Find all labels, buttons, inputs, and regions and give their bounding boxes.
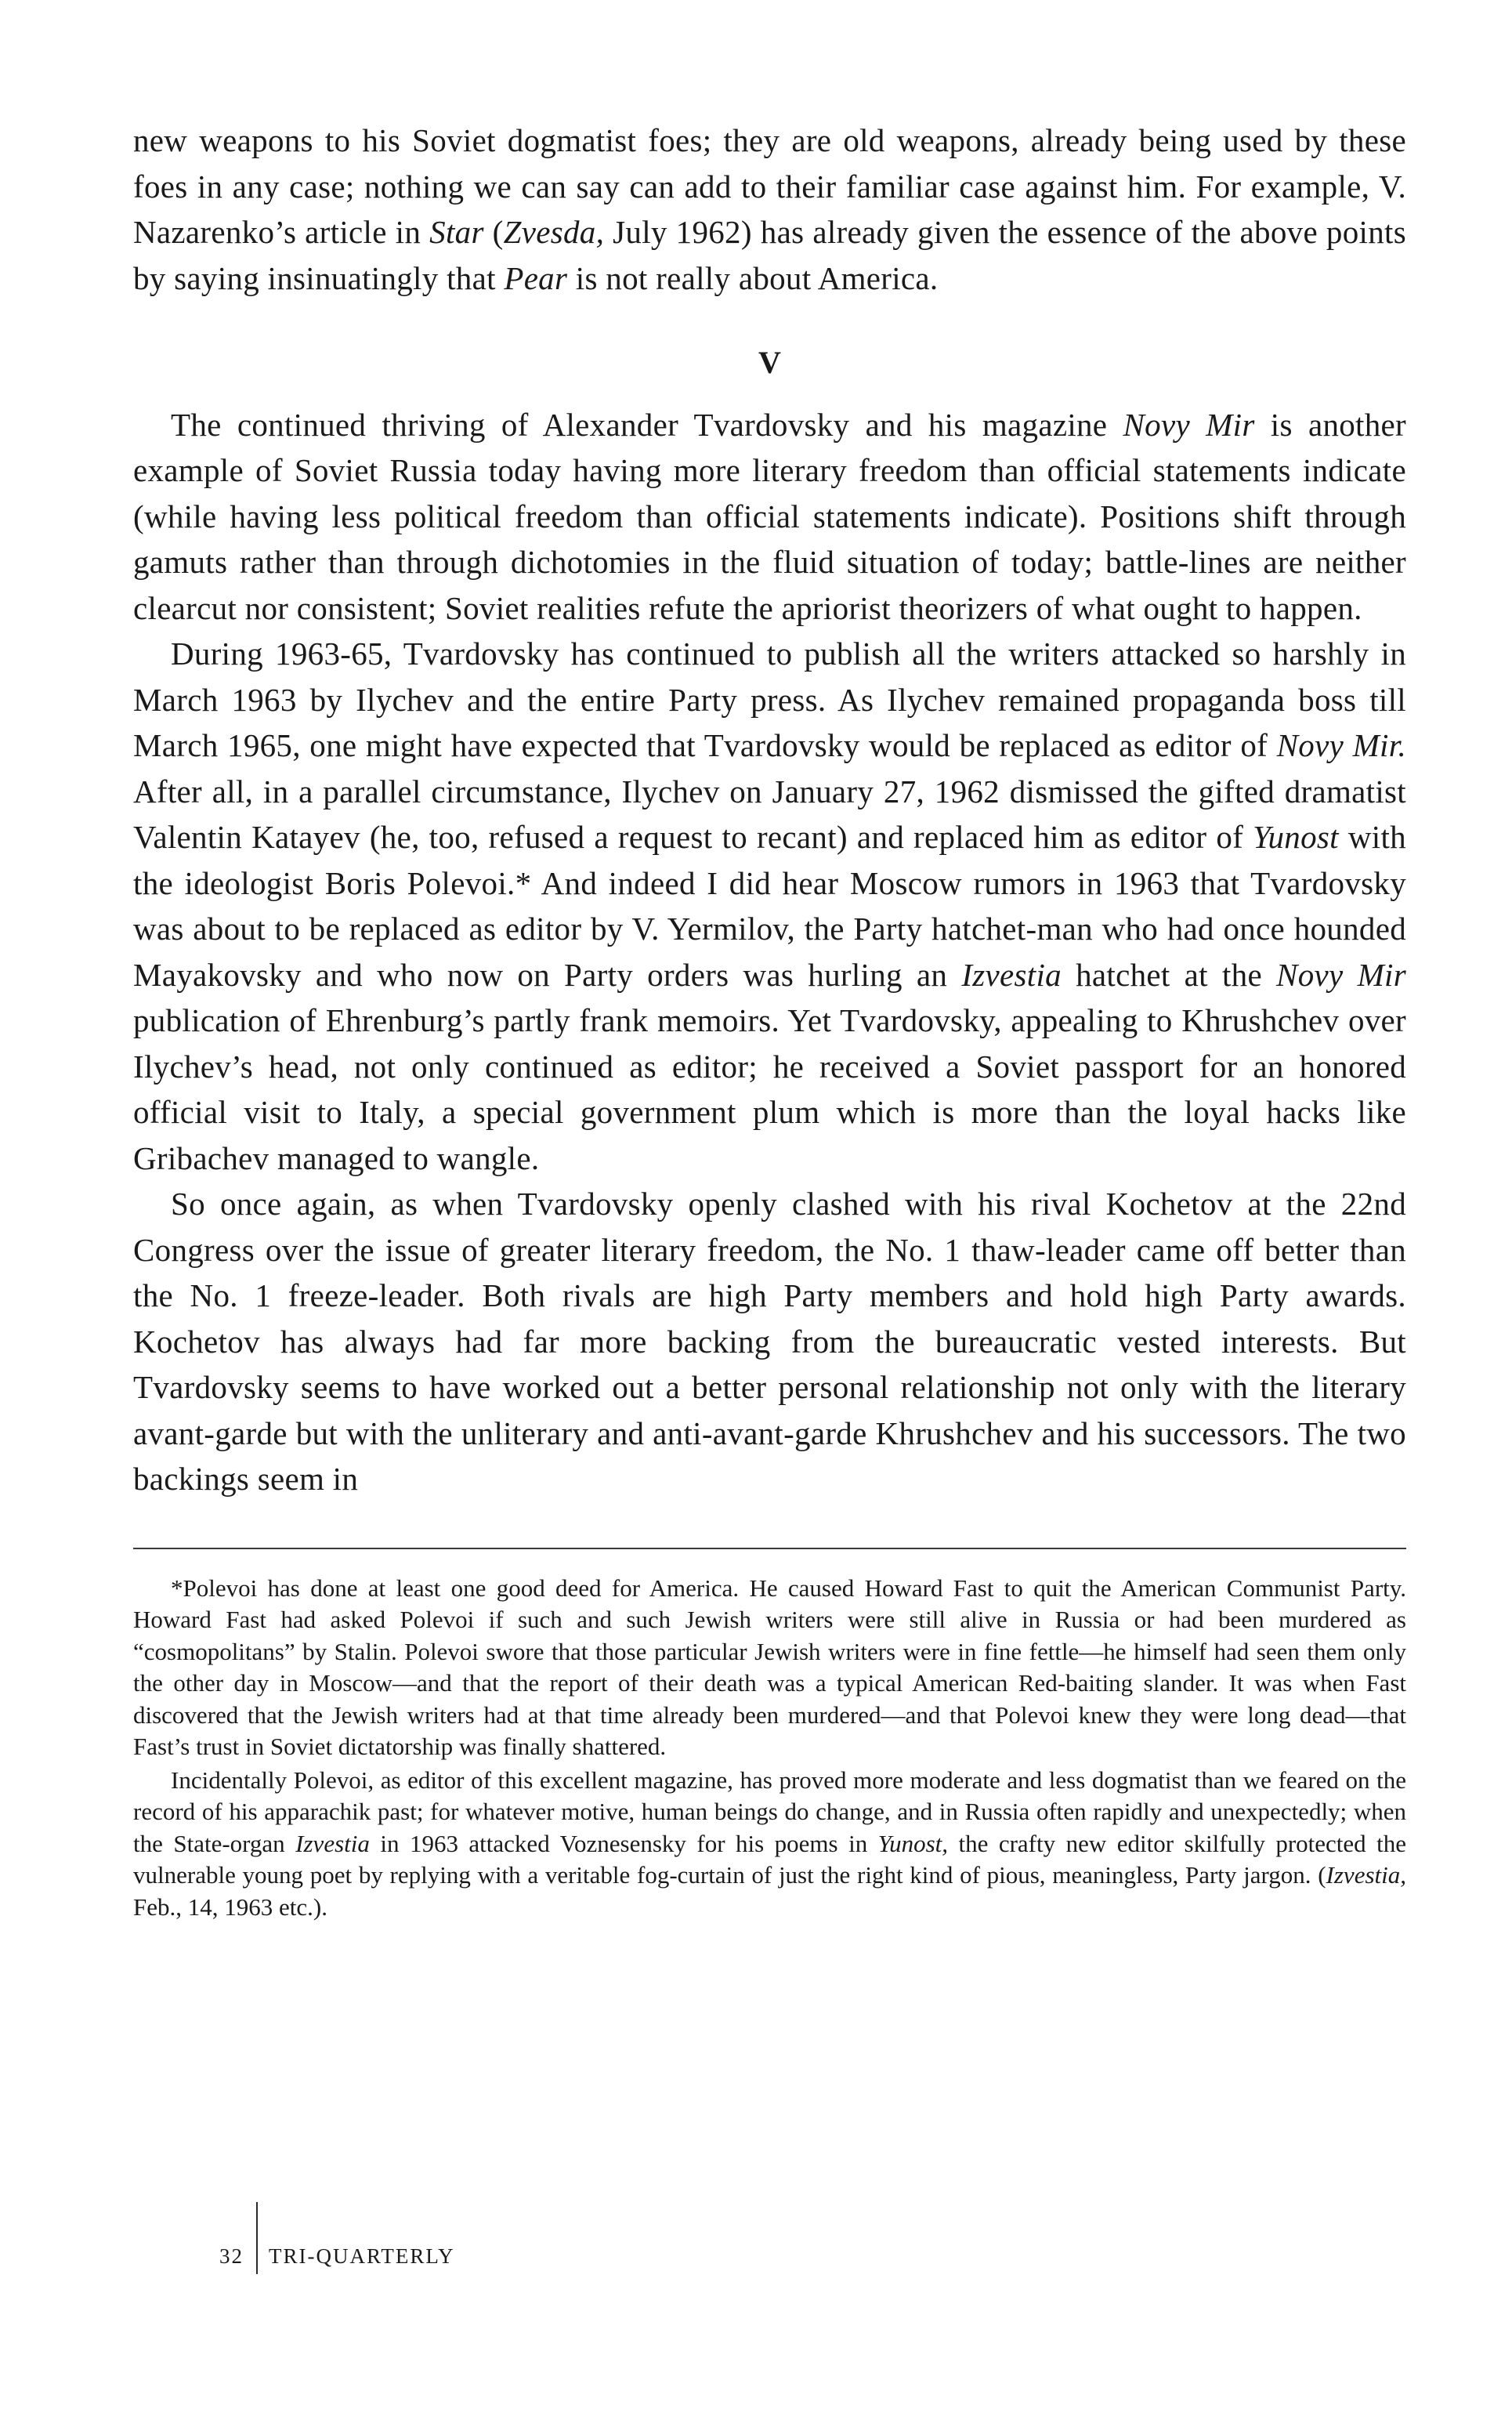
page-number: 32 <box>219 2244 244 2268</box>
footnote-divider <box>133 1548 1406 1549</box>
footnote-1: *Polevoi has done at least one good deed for America. He caused Howard Fast to quit the American Communist Party. Howard Fast had asked Polevoi if such and such Jewish writers were still alive in Russia or had been murdered as “cosmopolitans” by Stalin. Polevoi swore that those particular Jewish writers were in fine fettle—he himself had seen them only the other day in Moscow—and that the report of their death was a typical American Red-baiting slander. It was when Fast discovered that the Jewish writers had at that time already been murdered—and that Polevoi knew they were long dead—that Fast’s trust in Soviet dictatorship was finally shattered. <box>133 1574 1406 1760</box>
section-heading: V <box>758 345 781 380</box>
paragraph-4: So once again, as when Tvardovsky openly clashed with his rival Kochetov at the 22nd Congress over the issue of greater literary freedom, the No. 1 thaw-leader came off better than the No. 1 freeze-leader. Both rivals are high Party members and hold high Party awards. Kochetov has always had far more backing from the bureaucratic vested interests. But Tvardovsky seems to have worked out a better personal relationship not only with the literary avant-garde but with the unliterary and anti-avant-garde Khrushchev and his successors. The two backings seem in <box>133 1186 1406 1497</box>
footer-divider <box>256 2202 258 2274</box>
paragraph-2: The continued thriving of Alexander Tvardovsky and his magazine Novy Mir is another example of Soviet Russia today having more literary freedom than official statements indicate (while having less political freedom than official statements indicate). Positions shift through gamuts rather than through dichotomies in the fluid situation of today; battle-lines are neither clearcut nor consistent; Soviet realities refute the apriorist theorizers of what ought to happen. <box>133 406 1406 626</box>
paragraph-3: During 1963-65, Tvardovsky has continued to publish all the writers attacked so harshly in March 1963 by Ilychev and the entire Party press. As Ilychev remained propaganda boss till March 1965, one might have expected that Tvardovsky would be replaced as editor of Novy Mir. After all, in a parallel circumstance, Ilychev on January 27, 1962 dismissed the gifted dramatist Valentin Katayev (he, too, refused a request to recant) and replaced him as editor of Yunost with the ideologist Boris Polevoi.* And indeed I did hear Moscow rumors in 1963 that Tvardovsky was about to be replaced as editor by V. Yermilov, the Party hatchet-man who had once hounded Mayakovsky and who now on Party orders was hurling an Izvestia hatchet at the Novy Mir publication of Ehrenburg’s partly frank memoirs. Yet Tvardovsky, appealing to Khrushchev over Ilychev’s head, not only continued as editor; he received a Soviet passport for an honored official visit to Italy, a special government plum which is more than the loyal hacks like Gribachev managed to wangle. <box>133 636 1406 1176</box>
footnote-2: Incidentally Polevoi, as editor of this excellent magazine, has proved more moderate and less dogmatist than we feared on the record of his apparachik past; for whatever motive, human beings do change, and in Russia often rapidly and unexpectedly; when the State-organ Izvestia in 1963 attacked Voznesensky for his poems in Yunost, the crafty new editor skilfully protected the vulnerable young poet by replying with a veritable fog-curtain of just the right kind of pious, meaningless, Party jargon. (Izvestia, Feb., 14, 1963 etc.). <box>133 1766 1406 1921</box>
paragraph-1: new weapons to his Soviet dogmatist foes; they are old weapons, already being used by these foes in any case; nothing we can say can add to their familiar case against him. For example, V. Nazarenko’s article in Star (Zvesda, July 1962) has already given the essence of the above points by saying insinuatingly that Pear is not really about America. <box>133 122 1406 296</box>
journal-name: TRI-QUARTERLY <box>269 2244 455 2268</box>
body-text <box>133 118 1406 1502</box>
page <box>133 118 1406 1923</box>
footnotes <box>133 1573 1406 1924</box>
page-footer <box>219 2208 455 2304</box>
